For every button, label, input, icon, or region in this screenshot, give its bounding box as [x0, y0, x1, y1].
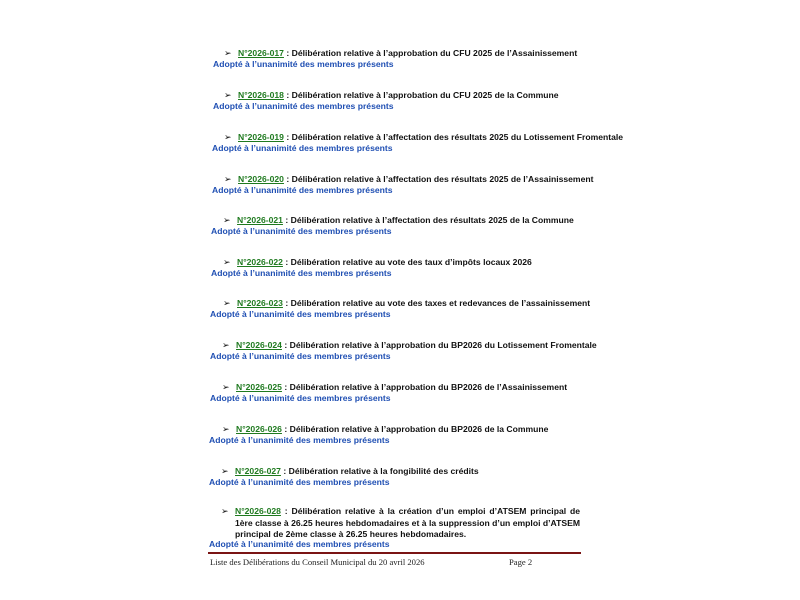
deliberation-title: Délibération relative à l’affectation des résultats 2025 du Lotissement Fromentale [291, 132, 624, 142]
deliberation-number: N°2026-027 [235, 466, 281, 476]
deliberation-title: Délibération relative à l’affectation des résultats 2025 de la Commune [290, 215, 574, 225]
deliberation-line: ➢ N°2026-019 : Délibération relative à l’affectation des résultats 2025 du Lotissement Fromentale [224, 132, 624, 142]
deliberation-number: N°2026-020 [238, 174, 284, 184]
deliberation-line: ➢ N°2026-021 : Délibération relative à l’affectation des résultats 2025 de la Commune [223, 215, 574, 225]
deliberation-item [224, 174, 594, 185]
adoption-status: Adopté à l’unanimité des membres présents [209, 477, 390, 487]
deliberation-item [223, 215, 574, 226]
deliberation-title: Délibération relative à l’approbation du BP2026 du Lotissement Fromentale [289, 340, 597, 350]
deliberation-line: ➢ N°2026-022 : Délibération relative au vote des taux d’impôts locaux 2026 [223, 257, 532, 267]
arrow-bullet-icon: ➢ [224, 174, 232, 184]
deliberation-number: N°2026-018 [238, 90, 284, 100]
deliberation-number: N°2026-021 [237, 215, 283, 225]
arrow-bullet-icon: ➢ [221, 466, 229, 476]
arrow-bullet-icon: ➢ [221, 506, 229, 516]
deliberation-line: ➢ N°2026-026 : Délibération relative à l’approbation du BP2026 de la Commune [222, 424, 549, 434]
page-number: Page 2 [509, 557, 533, 567]
deliberation-line: ➢ N°2026-020 : Délibération relative à l’affectation des résultats 2025 de l’Assainissement [224, 174, 594, 184]
arrow-bullet-icon: ➢ [223, 257, 231, 267]
deliberation-title: Délibération relative à la fongibilité des crédits [288, 466, 479, 476]
deliberation-title: Délibération relative à l’approbation du CFU 2025 de la Commune [291, 90, 559, 100]
deliberation-line: ➢ N°2026-025 : Délibération relative à l’approbation du BP2026 de l’Assainissement [222, 382, 568, 392]
deliberation-number: N°2026-025 [236, 382, 282, 392]
deliberation-line: ➢ N°2026-018 : Délibération relative à l’approbation du CFU 2025 de la Commune [224, 90, 559, 100]
deliberation-title: Délibération relative au vote des taux d’impôts locaux 2026 [290, 257, 532, 267]
adoption-status: Adopté à l’unanimité des membres présents [209, 435, 390, 445]
adoption-status: Adopté à l’unanimité des membres présents [212, 143, 393, 153]
deliberation-title: Délibération relative à l’approbation du BP2026 de l’Assainissement [289, 382, 568, 392]
deliberation-number: N°2026-024 [236, 340, 282, 350]
adoption-status: Adopté à l’unanimité des membres présents [211, 226, 392, 236]
arrow-bullet-icon: ➢ [223, 298, 231, 308]
deliberation-item [223, 257, 532, 268]
deliberation-title: Délibération relative au vote des taxes et redevances de l’assainissement [290, 298, 591, 308]
deliberation-item [221, 466, 479, 477]
deliberation-number: N°2026-023 [237, 298, 283, 308]
adoption-status: Adopté à l’unanimité des membres présents [210, 393, 391, 403]
deliberation-item [222, 424, 549, 435]
footer-title: Liste des Délibérations du Conseil Municipal du 20 avril 2026 [210, 557, 425, 567]
footer-rule [208, 552, 581, 554]
deliberation-item [224, 132, 624, 143]
deliberation-line: ➢ N°2026-027 : Délibération relative à la fongibilité des crédits [221, 466, 479, 476]
deliberation-item [222, 340, 597, 351]
deliberation-item [222, 382, 568, 393]
deliberation-item [223, 298, 591, 309]
adoption-status: Adopté à l’unanimité des membres présents [212, 185, 393, 195]
arrow-bullet-icon: ➢ [223, 215, 231, 225]
adoption-status: Adopté à l’unanimité des membres présents [211, 268, 392, 278]
arrow-bullet-icon: ➢ [222, 424, 230, 434]
adoption-status: Adopté à l’unanimité des membres présents [213, 101, 394, 111]
deliberation-line: ➢ N°2026-017 : Délibération relative à l’approbation du CFU 2025 de l’Assainissement [224, 48, 578, 58]
adoption-status: Adopté à l’unanimité des membres présents [210, 351, 391, 361]
deliberation-number: N°2026-017 [238, 48, 284, 58]
adoption-status: Adopté à l’unanimité des membres présents [210, 309, 391, 319]
deliberation-title: Délibération relative à l’affectation des résultats 2025 de l’Assainissement [291, 174, 594, 184]
deliberation-number: N°2026-022 [237, 257, 283, 267]
deliberation-number: N°2026-026 [236, 424, 282, 434]
deliberation-line: ➢ N°2026-023 : Délibération relative au vote des taxes et redevances de l’assainissement [223, 298, 591, 308]
deliberation-item [224, 90, 559, 101]
adoption-status: Adopté à l’unanimité des membres présents [209, 539, 390, 549]
arrow-bullet-icon: ➢ [224, 132, 232, 142]
deliberation-item: ➢ N°2026-028 : Délibération relative à la création d’un emploi d’ATSEM principal de 1ère classe à 26.25 heures hebdomadaires et à la suppression d’un emploi d’ATSEM principal de 2ème classe à 26.25 heures hebdomadaires. [221, 506, 580, 540]
adoption-status: Adopté à l’unanimité des membres présents [213, 59, 394, 69]
arrow-bullet-icon: ➢ [222, 382, 230, 392]
deliberation-title: Délibération relative à la création d’un emploi d’ATSEM principal de 1ère classe à 26.25 heures hebdomadaires et à la suppression d’un emploi d’ATSEM principal de 2ème classe à 26.25 heures hebdomadaires. [235, 506, 580, 540]
deliberation-number: N°2026-028 [235, 506, 281, 516]
deliberation-line: ➢ N°2026-024 : Délibération relative à l’approbation du BP2026 du Lotissement Fromentale [222, 340, 597, 350]
arrow-bullet-icon: ➢ [224, 90, 232, 100]
arrow-bullet-icon: ➢ [224, 48, 232, 58]
arrow-bullet-icon: ➢ [222, 340, 230, 350]
deliberation-title: Délibération relative à l’approbation du CFU 2025 de l’Assainissement [291, 48, 578, 58]
deliberation-title: Délibération relative à l’approbation du BP2026 de la Commune [289, 424, 549, 434]
deliberation-number: N°2026-019 [238, 132, 284, 142]
deliberation-item [224, 48, 578, 59]
